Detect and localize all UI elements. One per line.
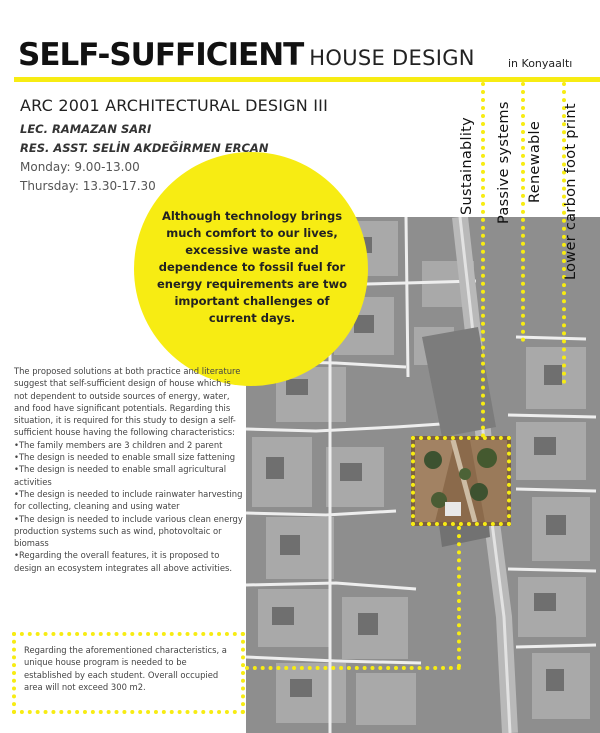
- requirement-item: •The design is needed to enable small agricultural activities: [14, 464, 227, 487]
- requirement-item: •The design is needed to include rainwater harvesting for collecting, cleaning and using water: [14, 488, 243, 512]
- assistant-name: RES. ASST. SELİN AKDEĞİRMEN ERCAN: [20, 141, 269, 155]
- title-bold: SELF-SUFFICIENT: [18, 37, 304, 73]
- dotted-line-renewable: [521, 82, 525, 342]
- project-site-photo: [415, 440, 507, 522]
- poster-title: [18, 37, 475, 73]
- brief-intro: The proposed solutions at both practice and literature suggest that self-sufficient design of house which is not dependent to outside sources of energy, water, and food have significant potentials. Regarding this situation, it is required for this study to design a self-sufficient house having the following characteristics:: [14, 366, 241, 438]
- keyword-passive-systems: Passive systems: [496, 101, 512, 224]
- quote-text: Although technology brings much comfort to our lives, excessive waste and dependence to fossil fuel for energy requirements are two important challenges of current days.: [156, 209, 348, 325]
- keyword-sustainability: Sustainablity: [459, 116, 475, 215]
- location-label: in Konyaaltı: [508, 57, 573, 70]
- requirements-list: [14, 439, 246, 574]
- dotted-line-bottom: [245, 666, 461, 670]
- keyword-renewable: Renewable: [527, 120, 543, 203]
- requirement-item: •The design is needed to include various clean energy production systems such as wind, photovoltaic or biomass: [14, 513, 243, 549]
- requirement-item: •Regarding the overall features, it is proposed to design an ecosystem integrates all above activities.: [14, 550, 233, 573]
- keyword-lower-carbon: Lower carbon foot print: [563, 103, 579, 280]
- requirement-item: •The design is needed to enable small size fattening: [14, 452, 236, 463]
- program-note-box: [12, 632, 245, 714]
- course-name: ARC 2001 ARCHITECTURAL DESIGN III: [20, 96, 328, 115]
- header-divider: [14, 77, 600, 82]
- requirement-item: •The family members are 3 children and 2 parent: [14, 439, 223, 450]
- project-site-box: [411, 436, 511, 526]
- lecturer-name: LEC. RAMAZAN SARI: [20, 122, 152, 136]
- brief-text: [14, 365, 246, 574]
- schedule-thursday: Thursday: 13.30-17.30: [20, 179, 156, 193]
- dotted-line-site-down: [457, 526, 461, 668]
- program-note-text: Regarding the aforementioned characteristics, a unique house program is needed to be established by each student. Overall occupied area will not exceed 300 m2.: [24, 645, 227, 692]
- schedule-monday: Monday: 9.00-13.00: [20, 160, 140, 174]
- title-light: HOUSE DESIGN: [309, 46, 475, 70]
- dotted-line-passive: [481, 82, 485, 438]
